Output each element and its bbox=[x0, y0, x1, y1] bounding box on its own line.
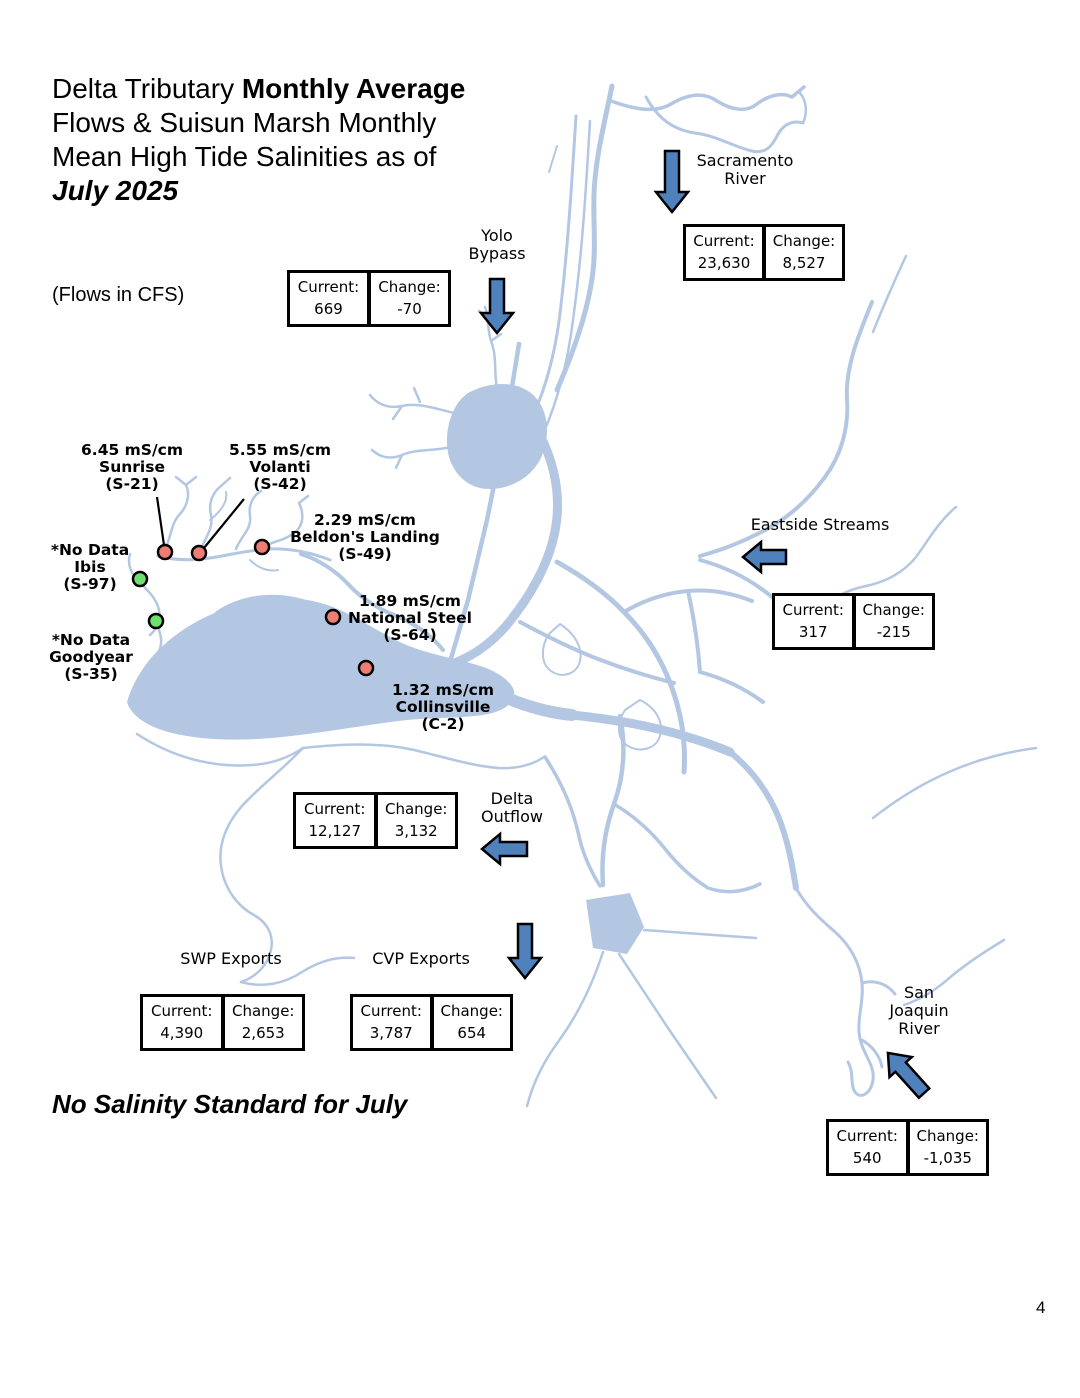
current-cell: Current: 4,390 bbox=[143, 997, 221, 1048]
delta-outflow-label: Delta Outflow bbox=[481, 789, 543, 826]
no-salinity-standard-note: No Salinity Standard for July bbox=[52, 1089, 408, 1119]
exports-arrow-icon bbox=[509, 924, 541, 978]
beldons-landing-marker bbox=[255, 540, 269, 554]
title-line-4: July 2025 bbox=[52, 175, 179, 206]
change-cell: Change: 2,653 bbox=[225, 997, 303, 1048]
title-line-3: Mean High Tide Salinities as of bbox=[52, 141, 437, 172]
current-cell: Current: 3,787 bbox=[353, 997, 430, 1048]
sunrise-callout-line bbox=[157, 497, 164, 545]
cvp-exports-data-box bbox=[350, 994, 513, 1051]
cvp-exports-label: CVP Exports bbox=[372, 949, 470, 968]
yolo-bypass-arrow-icon bbox=[481, 279, 513, 333]
waterway-fills bbox=[127, 384, 644, 954]
current-cell: Current: 669 bbox=[290, 273, 367, 324]
volanti-station-label: 5.55 mS/cm Volanti (S-42) bbox=[229, 441, 331, 493]
delta-outflow-arrow-icon bbox=[482, 834, 527, 864]
current-cell: Current: 317 bbox=[775, 596, 852, 647]
flows-unit-note: (Flows in CFS) bbox=[52, 284, 185, 306]
current-cell: Current: 12,127 bbox=[296, 795, 374, 846]
eastside-streams-arrow-icon bbox=[743, 542, 786, 572]
change-cell: Change: 654 bbox=[434, 997, 511, 1048]
yolo-bypass-data-box bbox=[287, 270, 451, 327]
eastside-streams-data-box bbox=[772, 593, 935, 650]
page-number: 4 bbox=[1036, 1298, 1046, 1317]
title-line-2: Flows & Suisun Marsh Monthly bbox=[52, 107, 437, 138]
beldons-landing-station-label: 2.29 mS/cm Beldon's Landing (S-49) bbox=[290, 511, 440, 563]
goodyear-marker bbox=[149, 614, 163, 628]
collinsville-marker bbox=[359, 661, 373, 675]
yolo-bypass-label: Yolo Bypass bbox=[468, 226, 526, 263]
san-joaquin-river-arrow-icon bbox=[877, 1043, 935, 1103]
sunrise-station-label: 6.45 mS/cm Sunrise (S-21) bbox=[81, 441, 183, 493]
station-callout-lines bbox=[157, 497, 244, 548]
change-cell: Change: 8,527 bbox=[766, 227, 842, 278]
change-cell: Change: -70 bbox=[371, 273, 448, 324]
current-cell: Current: 540 bbox=[829, 1122, 906, 1173]
change-cell: Change: -1,035 bbox=[910, 1122, 987, 1173]
volanti-marker bbox=[192, 546, 206, 560]
swp-exports-data-box bbox=[140, 994, 305, 1051]
ibis-marker bbox=[133, 572, 147, 586]
san-joaquin-river-data-box bbox=[826, 1119, 989, 1176]
sacramento-river-arrow-icon bbox=[656, 151, 688, 212]
goodyear-station-label: *No Data Goodyear (S-35) bbox=[49, 631, 133, 683]
sacramento-river-data-box bbox=[683, 224, 845, 281]
sacramento-river-label: Sacramento River bbox=[696, 151, 794, 188]
delta-outflow-data-box bbox=[293, 792, 458, 849]
sunrise-marker bbox=[158, 545, 172, 559]
san-joaquin-river-label: San Joaquin River bbox=[889, 983, 949, 1038]
current-cell: Current: 23,630 bbox=[686, 227, 762, 278]
page-title bbox=[52, 72, 572, 208]
ibis-station-label: *No Data Ibis (S-97) bbox=[50, 541, 130, 593]
collinsville-station-label: 1.32 mS/cm Collinsville (C-2) bbox=[392, 681, 494, 733]
change-cell: Change: -215 bbox=[856, 596, 933, 647]
swp-exports-label: SWP Exports bbox=[180, 949, 282, 968]
title-line-1: Delta Tributary Monthly Average bbox=[52, 73, 466, 104]
national-steel-station-label: 1.89 mS/cm National Steel (S-64) bbox=[348, 592, 472, 644]
change-cell: Change: 3,132 bbox=[378, 795, 456, 846]
eastside-streams-label: Eastside Streams bbox=[750, 515, 890, 534]
national-steel-marker bbox=[326, 610, 340, 624]
